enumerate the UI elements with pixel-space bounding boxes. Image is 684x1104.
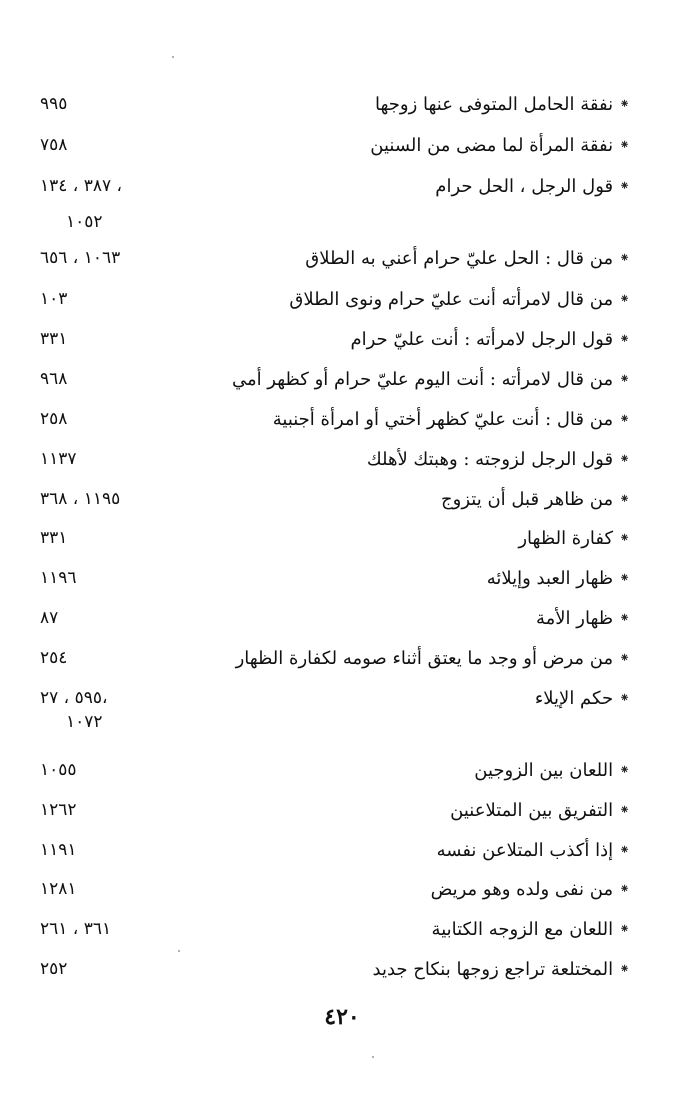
entry-label bbox=[373, 959, 631, 980]
asterisk-bullet-icon: ⁕ bbox=[619, 690, 630, 706]
index-entry bbox=[40, 363, 630, 395]
entry-page-numbers: ١٢٨١ bbox=[40, 879, 77, 899]
entry-text: المختلعة تراجع زوجها بنكاح جديد bbox=[372, 958, 614, 980]
page-number: ٤٢٠ bbox=[324, 1004, 360, 1030]
entry-page-numbers: ٢٥٢ bbox=[40, 959, 68, 979]
entry-page-numbers: ١٠٥٥ bbox=[40, 760, 77, 780]
entry-page-numbers: ،٥٩٥ ، ٢٧ bbox=[40, 688, 108, 708]
entry-label bbox=[367, 449, 630, 470]
entry-text: من قال : الحل عليّ حرام أعني به الطلاق bbox=[305, 247, 614, 269]
entry-label bbox=[535, 688, 630, 709]
entry-text: قول الرجل ، الحل حرام bbox=[435, 175, 614, 197]
entry-page-numbers: ١١٣٧ bbox=[40, 449, 77, 469]
entry-text: من قال لامرأته أنت عليّ حرام ونوى الطلاق bbox=[289, 288, 614, 310]
entry-page-numbers: ٩٩٥ bbox=[40, 94, 68, 114]
index-entry bbox=[40, 602, 630, 634]
index-entry bbox=[40, 754, 630, 786]
index-entry bbox=[40, 323, 630, 355]
asterisk-bullet-icon: ⁕ bbox=[619, 96, 630, 112]
index-entry bbox=[40, 562, 630, 594]
entry-text: كفارة الظهار bbox=[518, 527, 614, 549]
entry-page-numbers: ٨٧ bbox=[40, 608, 59, 628]
entry-label bbox=[432, 919, 630, 940]
asterisk-bullet-icon: ⁕ bbox=[619, 411, 630, 427]
asterisk-bullet-icon: ⁕ bbox=[619, 491, 630, 507]
entry-text: من مرض أو وجد ما يعتق أثناء صومه لكفارة الظهار bbox=[235, 647, 614, 669]
entry-label bbox=[350, 329, 630, 350]
entry-page-numbers-continued: ١٠٥٢ bbox=[66, 212, 103, 232]
asterisk-bullet-icon: ⁕ bbox=[619, 881, 630, 897]
entry-page-numbers: ١٠٣ bbox=[40, 289, 68, 309]
entry-text: التفريق بين المتلاعنين bbox=[450, 799, 614, 821]
scan-speck bbox=[178, 950, 180, 952]
index-entry bbox=[40, 443, 630, 475]
entry-page-numbers: ٢٥٤ bbox=[40, 648, 68, 668]
entry-label bbox=[305, 248, 630, 269]
index-entry bbox=[40, 170, 630, 202]
asterisk-bullet-icon: ⁕ bbox=[619, 250, 630, 266]
index-entry bbox=[40, 642, 630, 674]
entry-page-numbers: ٧٥٨ bbox=[40, 135, 68, 155]
entry-text: قول الرجل لزوجته : وهبتك لأهلك bbox=[366, 448, 614, 470]
entry-text: ظهار العبد وإيلائه bbox=[486, 567, 614, 589]
asterisk-bullet-icon: ⁕ bbox=[619, 961, 630, 977]
entry-label bbox=[441, 489, 630, 510]
index-entry bbox=[40, 913, 630, 945]
asterisk-bullet-icon: ⁕ bbox=[619, 610, 630, 626]
asterisk-bullet-icon: ⁕ bbox=[619, 842, 630, 858]
entry-label bbox=[273, 409, 630, 430]
index-entry bbox=[40, 283, 630, 315]
asterisk-bullet-icon: ⁕ bbox=[619, 530, 630, 546]
entry-page-numbers: ٩٦٨ bbox=[40, 369, 68, 389]
entry-page-numbers-continued: ١٠٧٢ bbox=[66, 712, 103, 732]
asterisk-bullet-icon: ⁕ bbox=[619, 921, 630, 937]
entry-text: نفقة الحامل المتوفى عنها زوجها bbox=[374, 93, 614, 115]
entry-label bbox=[431, 879, 630, 900]
entry-page-numbers: ١١٩٥ ، ٣٦٨ bbox=[40, 489, 121, 509]
entry-page-numbers: ١٠٦٣ ، ٦٥٦ bbox=[40, 248, 121, 268]
entry-text: من نفى ولده وهو مريض bbox=[430, 878, 614, 900]
entry-label bbox=[474, 760, 630, 781]
index-entry bbox=[40, 794, 630, 826]
entry-text: حكم الإيلاء bbox=[534, 687, 614, 709]
entry-label bbox=[232, 369, 630, 390]
index-entry bbox=[40, 403, 630, 435]
asterisk-bullet-icon: ⁕ bbox=[619, 371, 630, 387]
index-entry bbox=[40, 834, 630, 866]
entry-text: قول الرجل لامرأته : أنت عليّ حرام bbox=[350, 328, 614, 350]
index-entry bbox=[40, 873, 630, 905]
entry-label bbox=[518, 528, 630, 549]
entry-label bbox=[487, 568, 630, 589]
entry-text: من ظاهر قبل أن يتزوج bbox=[441, 488, 614, 510]
entry-text: اللعان مع الزوجه الكتابية bbox=[431, 918, 614, 940]
index-entry bbox=[40, 129, 630, 161]
asterisk-bullet-icon: ⁕ bbox=[619, 802, 630, 818]
entry-text: نفقة المرأة لما مضى من السنين bbox=[370, 134, 614, 156]
index-entry bbox=[40, 483, 630, 515]
index-entry bbox=[40, 88, 630, 120]
asterisk-bullet-icon: ⁕ bbox=[619, 178, 630, 194]
entry-page-numbers: ، ٣٨٧ ، ١٣٤ bbox=[40, 176, 122, 196]
index-entry bbox=[40, 953, 630, 985]
scan-speck bbox=[172, 56, 174, 58]
entry-label bbox=[236, 648, 630, 669]
entry-page-numbers: ١١٩١ bbox=[40, 840, 77, 860]
entry-text: من قال لامرأته : أنت اليوم عليّ حرام أو كظهر أمي bbox=[231, 368, 614, 390]
asterisk-bullet-icon: ⁕ bbox=[619, 762, 630, 778]
asterisk-bullet-icon: ⁕ bbox=[619, 650, 630, 666]
index-entry bbox=[40, 682, 630, 714]
entry-label bbox=[450, 800, 630, 821]
entry-page-numbers: ٣٣١ bbox=[40, 329, 68, 349]
entry-label bbox=[289, 289, 630, 310]
entry-text: اللعان بين الزوجين bbox=[474, 759, 614, 781]
entry-page-numbers: ١١٩٦ bbox=[40, 568, 77, 588]
entry-label bbox=[375, 94, 630, 115]
entry-label bbox=[437, 840, 630, 861]
entry-label bbox=[370, 135, 630, 156]
index-entry bbox=[40, 242, 630, 274]
asterisk-bullet-icon: ⁕ bbox=[619, 570, 630, 586]
entry-text: من قال : أنت عليّ كظهر أختي أو امرأة أجنبية bbox=[272, 408, 614, 430]
entry-page-numbers: ٢٥٨ bbox=[40, 409, 68, 429]
entry-text: ظهار الأمة bbox=[536, 607, 614, 629]
asterisk-bullet-icon: ⁕ bbox=[619, 137, 630, 153]
asterisk-bullet-icon: ⁕ bbox=[619, 451, 630, 467]
scan-speck bbox=[372, 1056, 374, 1058]
entry-label bbox=[435, 176, 630, 197]
entry-page-numbers: ١٢٦٢ bbox=[40, 800, 77, 820]
entry-page-numbers: ٣٦١ ، ٢٦١ bbox=[40, 919, 112, 939]
entry-text: إذا أكذب المتلاعن نفسه bbox=[436, 839, 614, 861]
index-entry bbox=[40, 522, 630, 554]
entry-page-numbers: ٣٣١ bbox=[40, 528, 68, 548]
asterisk-bullet-icon: ⁕ bbox=[619, 331, 630, 347]
asterisk-bullet-icon: ⁕ bbox=[619, 291, 630, 307]
entry-label bbox=[536, 608, 630, 629]
